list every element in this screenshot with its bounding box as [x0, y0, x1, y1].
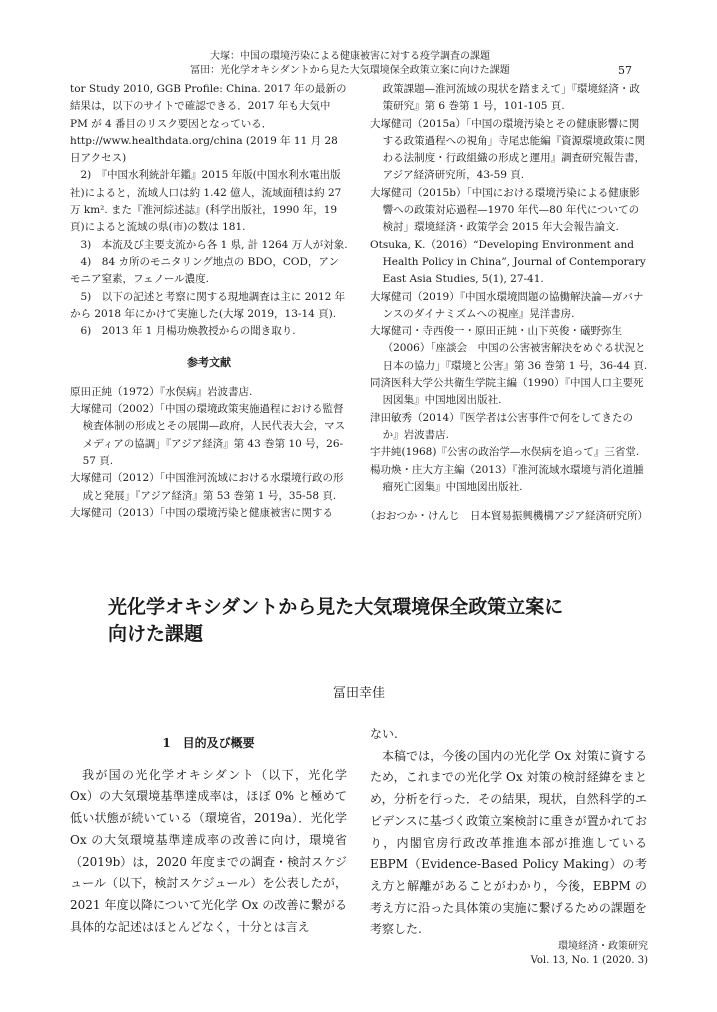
references-right: [370, 81, 648, 496]
running-head: [70, 50, 630, 78]
running-head-line2: 冨田：光化学オキシダントから見た大気環境保全政策立案に向けた課題: [190, 65, 510, 76]
article-title-line2: 向けた課題: [108, 623, 204, 645]
body-paragraph-2: 本稿では，今後の国内の光化学 Ox 対策に資するため，これまでの光化学 Ox 対策の検討経緯をまとめ，分析を行った．その結果，現状，自然科学的エビデンスに基づく政策立案検討に重きが置かれており，内閣官房行政改革推進本部が推進している EBPM（Evidence-Based Policy Making）の考え方と解離があることがわかり，今後，EBPM の考え方に沿った具体策の実施に繋げるための課題を考察した.: [370, 748, 647, 937]
note-6: 6) 2013 年 1 月楊功煥教授からの聞き取り.: [80, 325, 296, 338]
article-body-right: [370, 724, 647, 941]
note-5: 5) 以下の記述と考察に関する現地調査は主に 2012 年から 2018 年にかけて実施した(大塚 2019，13-14 頁).: [70, 290, 346, 320]
reference-item: 宇井純(1968)『公害の政治学—水俣病を追って』三省堂.: [370, 446, 640, 459]
body-paragraph-1-cont: ない.: [370, 727, 398, 741]
reference-item: 楊功煥・庄大方主編（2013）『淮河流域水環境与消化道腫瘤死亡図集』中国地図出版社.: [370, 463, 644, 493]
reference-item: 大塚健司（2015b）「中国における環境汚染による健康影響への政策対応過程—1970 年代—80 年代についての検討」環境経済・政策学会 2015 年大会報告論文.: [370, 186, 640, 234]
reference-item-cont: 政策課題—淮河流域の現状を踏まえて」『環境経済・政策研究』第 6 巻第 1 号，101-105 頁.: [382, 83, 640, 113]
article-title-line1: 光化学オキシダントから見た大気環境保全政策立案に: [108, 596, 564, 618]
references-heading: 参考文献: [187, 356, 231, 370]
reference-item: 原田正純（1972）『水俣病』岩波書店.: [70, 385, 253, 398]
note-2: 2) 『中国水利統計年鑑』2015 年版(中国水利水電出版社)によると，流域人口は約 1.42 億人，流域面積は約 27 万 km². また『淮河綜述誌』(科学出版社，1990 年，19 頁)によると流域の県(市)の数は 181.: [70, 169, 342, 234]
reference-item: 大塚健司（2015a）「中国の環境汚染とその健康影響に関する政策過程への視角」寺尾忠能編『資源環境政策に関わる法制度・行政組織の形成と運用』調査研究報告書，アジア経済研究所，43-59 頁.: [370, 117, 646, 182]
author-affiliation: （おおつか・けんじ 日本貿易振興機構アジア経済研究所）: [365, 510, 648, 522]
article-author: 冨田幸佳: [332, 686, 385, 701]
journal-name: 環境経済・政策研究: [558, 941, 648, 952]
reference-item: 大塚健司・寺西俊一・原田正純・山下英俊・礒野弥生（2006）「座談会 中国の公害被害解決をめぐる状況と日本の協力」『環境と公害』第 36 巻第 1 号，36-44 頁.: [370, 325, 648, 372]
note-4: 4) 84 カ所のモニタリング地点の BDO，COD，アンモニア窒素，フェノール濃度.: [70, 255, 339, 286]
journal-footer: [460, 940, 648, 968]
article-body-left: [70, 733, 347, 938]
body-paragraph-1: 我が国の光化学オキシダント（以下，光化学 Ox）の大気環境基準達成率は，ほぼ 0% と極めて低い状態が続いている（環境省，2019a）．光化学 Ox の大気環境基準達成率の改善に向け，環境省（2019b）は，2020 年度までの調査・検討スケジュール（以下，検討スケジュール）を公表したが，2021 年度以降について光化学 Ox の改善に繋がる具体的な記述はほとんどなく，十分とは言え: [70, 767, 347, 934]
note-1-cont: tor Study 2010, GGB Profile: China. 2017 年の最新の結果は，以下のサイトで確認できる．2017 年も大気中 PM が 4 番目のリスク要因となっている．http://www.healthdata.org/china (2019 年 11 月 28 日アクセス): [70, 83, 347, 165]
article-title: [108, 594, 648, 648]
reference-item: 大塚健司（2019）『中国水環境問題の協働解決論—ガバナンスのダイナミズムへの視座』晃洋書房.: [370, 290, 644, 320]
reference-item: 大塚健司（2013）「中国の環境汚染と健康被害に関する: [70, 506, 333, 519]
notes-and-references-left: [70, 81, 348, 522]
section-heading: 1 目的及び概要: [162, 736, 255, 750]
reference-item: 大塚健司（2012）「中国淮河流域における水環境行政の形成と発展」『アジア経済』第 53 巻第 1 号，35-58 頁.: [70, 472, 344, 502]
note-3: 3) 本流及び主要支流から各 1 県, 計 1264 万人が対象.: [80, 238, 348, 251]
reference-item: 津田敏秀（2014）『医学者は公害事件で何をしてきたのか』岩波書店.: [370, 411, 633, 441]
reference-item: 大塚健司（2002）「中国の環境政策実施過程における監督検査体制の形成とその展開—政府，人民代表大会，マスメディアの協調」『アジア経済』第 43 巻第 10 号，26-57 頁.: [70, 403, 346, 467]
running-head-line1: 大塚：中国の環境汚染による健康被害に対する疫学調査の課題: [210, 51, 490, 62]
page-number: 57: [618, 64, 632, 77]
journal-volume: Vol. 13, No. 1 (2020. 3): [530, 955, 648, 966]
reference-item: Otsuka, K.（2016）“Developing Environment and Health Policy in China”, Journal of Contemporary East Asia Studies, 5(1), 27-41.: [370, 238, 646, 286]
reference-item: 同済医科大学公共衛生学院主編（1990）『中国人口主要死因図集』中国地図出版社.: [370, 377, 644, 407]
